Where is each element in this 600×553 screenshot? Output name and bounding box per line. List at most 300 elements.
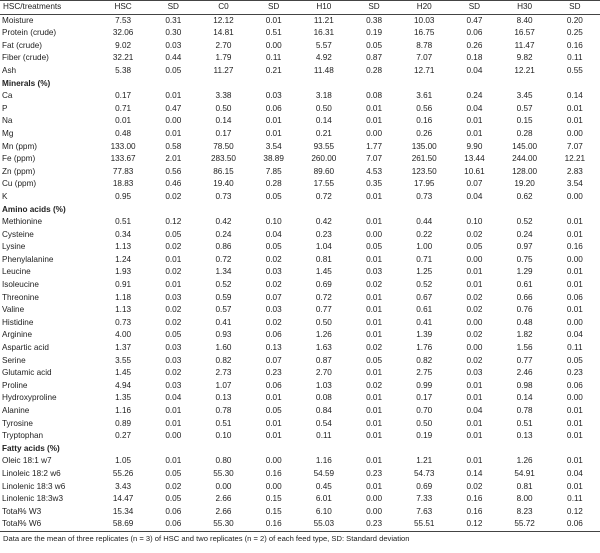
- value-cell: 0.01: [165, 418, 182, 428]
- value-cell: 0.51: [516, 418, 533, 428]
- value-cell: 54.59: [313, 468, 335, 478]
- value-cell: 0.52: [215, 280, 232, 290]
- value-cell: 1.16: [115, 406, 132, 415]
- value-cell: 0.04: [466, 103, 483, 113]
- value-cell: 0.13: [215, 393, 232, 403]
- value-cell: 0.15: [265, 494, 282, 504]
- value-cell: 1.04: [315, 242, 332, 252]
- value-cell: 0.35: [366, 179, 382, 189]
- value-cell: 0.81: [315, 254, 332, 264]
- value-cell: 0.38: [366, 15, 382, 25]
- table-row: [0, 418, 600, 431]
- value-cell: 0.82: [215, 355, 232, 365]
- value-cell: 0.05: [265, 406, 282, 415]
- header-hsc: HSC: [114, 2, 132, 11]
- value-cell: 0.03: [366, 267, 382, 277]
- value-cell: 0.00: [265, 40, 282, 50]
- value-cell: 0.51: [265, 28, 282, 38]
- value-cell: 0.98: [516, 380, 533, 390]
- value-cell: 0.03: [165, 355, 182, 365]
- value-cell: 78.50: [213, 141, 234, 151]
- header-sd: SD: [267, 2, 280, 11]
- value-cell: 17.55: [313, 179, 335, 189]
- value-cell: 7.07: [566, 141, 583, 151]
- value-cell: 0.17: [115, 91, 132, 101]
- table-header: [0, 1, 600, 15]
- value-cell: 16.31: [313, 28, 335, 38]
- row-label: Arginine: [2, 330, 33, 340]
- value-cell: 0.69: [416, 481, 433, 491]
- row-label: Linolenic 18:3w3: [2, 494, 63, 504]
- value-cell: 0.02: [466, 305, 483, 315]
- value-cell: 0.19: [366, 28, 382, 38]
- value-cell: 0.00: [366, 128, 382, 138]
- value-cell: 0.06: [265, 380, 282, 390]
- value-cell: 0.71: [115, 103, 132, 113]
- section-heading: Amino acids (%): [2, 204, 66, 214]
- row-label: Tyrosine: [2, 418, 33, 428]
- value-cell: 19.40: [213, 179, 234, 189]
- value-cell: 0.12: [165, 217, 182, 227]
- row-label: Cu (ppm): [2, 179, 37, 189]
- value-cell: 0.02: [165, 242, 182, 252]
- value-cell: 0.12: [466, 519, 483, 529]
- value-cell: 0.52: [416, 280, 433, 290]
- table-row: [0, 52, 600, 65]
- header-sd: SD: [468, 2, 481, 11]
- value-cell: 89.60: [313, 166, 335, 176]
- row-label: Fat (crude): [2, 40, 43, 50]
- value-cell: 0.73: [416, 191, 433, 201]
- value-cell: 0.23: [265, 368, 282, 378]
- value-cell: 7.85: [265, 166, 282, 176]
- value-cell: 0.21: [315, 128, 332, 138]
- row-label: Threonine: [2, 292, 39, 302]
- value-cell: 0.03: [265, 305, 282, 315]
- value-cell: 0.07: [265, 292, 282, 302]
- value-cell: 0.03: [165, 292, 182, 302]
- value-cell: 0.02: [466, 229, 483, 239]
- header-c0: C0: [218, 2, 229, 11]
- value-cell: 0.16: [466, 506, 483, 516]
- table-row: [0, 304, 600, 317]
- value-cell: 0.01: [366, 292, 382, 302]
- value-cell: 11.27: [213, 65, 234, 75]
- section-heading: Fatty acids (%): [2, 443, 60, 453]
- value-cell: 0.23: [566, 368, 583, 378]
- value-cell: 0.15: [516, 116, 533, 126]
- value-cell: 0.01: [165, 406, 182, 415]
- value-cell: 0.01: [466, 418, 483, 428]
- value-cell: 0.45: [315, 481, 332, 491]
- row-label: Tryptophan: [2, 431, 44, 441]
- table-row: [0, 506, 600, 519]
- value-cell: 0.05: [366, 355, 382, 365]
- row-label: Cysteine: [2, 229, 34, 239]
- value-cell: 0.01: [466, 116, 483, 126]
- row-label: Moisture: [2, 15, 34, 25]
- value-cell: 0.05: [165, 65, 182, 75]
- value-cell: 1.13: [115, 305, 132, 315]
- value-cell: 0.34: [115, 229, 132, 239]
- value-cell: 1.24: [115, 254, 132, 264]
- value-cell: 0.01: [566, 116, 583, 126]
- table-row: [0, 40, 600, 53]
- row-label: Linolenic 18:3 w6: [2, 481, 66, 491]
- value-cell: 6.01: [315, 494, 332, 504]
- value-cell: 19.20: [514, 179, 535, 189]
- value-cell: 0.02: [466, 355, 483, 365]
- table-row: [0, 468, 600, 481]
- value-cell: 1.45: [315, 267, 332, 277]
- value-cell: 0.03: [165, 40, 182, 50]
- value-cell: 11.47: [514, 40, 535, 50]
- value-cell: 0.00: [366, 229, 382, 239]
- value-cell: 0.17: [215, 128, 232, 138]
- value-cell: 6.10: [315, 506, 332, 516]
- value-cell: 0.72: [315, 191, 332, 201]
- table-row: [0, 65, 600, 78]
- value-cell: 0.01: [466, 280, 483, 290]
- value-cell: 12.21: [564, 154, 586, 164]
- value-cell: 0.78: [516, 406, 533, 415]
- value-cell: 0.14: [466, 468, 483, 478]
- value-cell: 0.22: [416, 229, 433, 239]
- value-cell: 1.60: [215, 343, 232, 353]
- value-cell: 0.16: [416, 116, 433, 126]
- value-cell: 123.50: [411, 166, 437, 176]
- value-cell: 0.02: [265, 280, 282, 290]
- value-cell: 11.21: [313, 15, 334, 25]
- value-cell: 8.00: [516, 494, 533, 504]
- value-cell: 1.39: [416, 330, 433, 340]
- value-cell: 1.25: [416, 267, 433, 277]
- value-cell: 0.61: [416, 305, 433, 315]
- value-cell: 0.02: [165, 481, 182, 491]
- row-label: K: [2, 191, 8, 201]
- value-cell: 0.01: [366, 330, 382, 340]
- value-cell: 15.34: [112, 506, 134, 516]
- row-label: Protein (crude): [2, 28, 57, 38]
- value-cell: 283.50: [210, 154, 236, 164]
- value-cell: 0.77: [315, 305, 332, 315]
- table-row: [0, 329, 600, 342]
- table-row: [0, 342, 600, 355]
- header-h20: H20: [416, 2, 432, 11]
- table-row: [0, 430, 600, 443]
- value-cell: 0.04: [566, 468, 583, 478]
- table-row: [0, 90, 600, 103]
- value-cell: 55.30: [213, 468, 234, 478]
- value-cell: 0.05: [566, 355, 583, 365]
- value-cell: 8.78: [416, 40, 433, 50]
- value-cell: 0.00: [215, 481, 232, 491]
- header-sd: SD: [167, 2, 179, 11]
- value-cell: 9.02: [115, 40, 132, 50]
- value-cell: 86.15: [213, 166, 234, 176]
- value-cell: 3.38: [215, 91, 232, 101]
- value-cell: 0.00: [466, 343, 483, 353]
- value-cell: 0.80: [215, 456, 232, 466]
- value-cell: 32.21: [112, 53, 134, 63]
- value-cell: 55.51: [413, 519, 435, 529]
- value-cell: 0.00: [566, 393, 583, 403]
- value-cell: 5.38: [115, 65, 132, 75]
- value-cell: 0.14: [566, 91, 583, 101]
- row-label: P: [2, 103, 8, 113]
- header-sd: SD: [368, 2, 380, 11]
- value-cell: 0.73: [215, 191, 232, 201]
- table-row: [0, 292, 600, 305]
- value-cell: 5.57: [315, 40, 332, 50]
- value-cell: 8.23: [516, 506, 533, 516]
- value-cell: 0.10: [265, 217, 282, 227]
- value-cell: 14.47: [112, 494, 134, 504]
- value-cell: 0.01: [466, 380, 483, 390]
- value-cell: 0.51: [215, 418, 232, 428]
- value-cell: 0.04: [566, 330, 583, 340]
- value-cell: 0.06: [265, 103, 282, 113]
- value-cell: 4.94: [115, 380, 132, 390]
- row-label: Methionine: [2, 217, 43, 227]
- row-label: Na: [2, 116, 13, 126]
- value-cell: 12.12: [213, 15, 234, 25]
- value-cell: 0.01: [366, 116, 382, 126]
- value-cell: 0.06: [566, 519, 583, 529]
- value-cell: 0.14: [516, 393, 533, 403]
- value-cell: 77.83: [112, 166, 134, 176]
- table-row: [0, 178, 600, 191]
- row-label: Oleic 18:1 w7: [2, 456, 52, 466]
- value-cell: 0.50: [416, 418, 433, 428]
- value-cell: 13.44: [464, 154, 485, 164]
- row-label: Phenylalanine: [2, 254, 54, 264]
- row-label: Lysine: [2, 242, 26, 252]
- row-label: Proline: [2, 380, 28, 390]
- value-cell: 0.72: [315, 292, 332, 302]
- value-cell: 0.41: [215, 317, 232, 327]
- table-row: [0, 355, 600, 368]
- value-cell: 0.30: [165, 28, 182, 38]
- value-cell: 0.61: [516, 280, 533, 290]
- value-cell: 133.67: [110, 154, 136, 164]
- value-cell: 32.06: [112, 28, 134, 38]
- value-cell: 0.93: [215, 330, 232, 340]
- row-label: Aspartic acid: [2, 343, 49, 353]
- value-cell: 0.56: [416, 103, 433, 113]
- table-row: [0, 392, 600, 405]
- value-cell: 0.00: [566, 128, 583, 138]
- value-cell: 9.90: [466, 141, 483, 151]
- value-cell: 10.03: [413, 15, 435, 25]
- value-cell: 0.06: [566, 292, 583, 302]
- value-cell: 0.01: [566, 305, 583, 315]
- header-row: [0, 1, 600, 15]
- table-row: [0, 141, 600, 154]
- value-cell: 9.82: [516, 53, 533, 63]
- value-cell: 0.05: [165, 494, 182, 504]
- value-cell: 0.04: [466, 406, 483, 415]
- row-label: Alanine: [2, 406, 30, 415]
- value-cell: 0.57: [215, 305, 232, 315]
- value-cell: 0.00: [265, 456, 282, 466]
- value-cell: 12.71: [413, 65, 435, 75]
- value-cell: 0.69: [315, 280, 332, 290]
- value-cell: 0.20: [566, 15, 583, 25]
- section-heading: Minerals (%): [2, 78, 51, 88]
- value-cell: 0.01: [566, 418, 583, 428]
- value-cell: 0.54: [315, 418, 332, 428]
- value-cell: 0.19: [416, 431, 433, 441]
- table-row: [0, 518, 600, 531]
- value-cell: 261.50: [411, 154, 437, 164]
- value-cell: 0.10: [466, 217, 483, 227]
- section-row: [0, 204, 600, 217]
- value-cell: 7.33: [416, 494, 433, 504]
- value-cell: 0.01: [466, 456, 483, 466]
- value-cell: 0.02: [265, 317, 282, 327]
- value-cell: 0.50: [215, 103, 232, 113]
- value-cell: 0.01: [466, 267, 483, 277]
- table-row: [0, 380, 600, 393]
- value-cell: 3.45: [516, 91, 533, 101]
- table-row: [0, 115, 600, 128]
- value-cell: 0.01: [366, 368, 382, 378]
- value-cell: 0.01: [366, 305, 382, 315]
- value-cell: 0.01: [366, 191, 382, 201]
- value-cell: 7.07: [416, 53, 433, 63]
- value-cell: 0.01: [366, 254, 382, 264]
- value-cell: 0.03: [165, 343, 182, 353]
- value-cell: 0.01: [366, 418, 382, 428]
- value-cell: 0.01: [265, 393, 282, 403]
- value-cell: 0.13: [265, 343, 282, 353]
- value-cell: 1.26: [315, 330, 332, 340]
- table-row: [0, 14, 600, 27]
- value-cell: 0.06: [466, 28, 483, 38]
- row-label: Leucine: [2, 267, 31, 277]
- value-cell: 3.54: [566, 179, 583, 189]
- value-cell: 0.01: [265, 128, 282, 138]
- value-cell: 0.41: [416, 317, 433, 327]
- value-cell: 4.92: [315, 53, 332, 63]
- table-row: [0, 103, 600, 116]
- value-cell: 0.17: [416, 393, 433, 403]
- value-cell: 1.13: [115, 242, 132, 252]
- value-cell: 2.70: [215, 40, 232, 50]
- value-cell: 145.00: [512, 141, 538, 151]
- table-row: [0, 166, 600, 179]
- value-cell: 7.53: [115, 15, 132, 25]
- row-label: Mg: [2, 128, 14, 138]
- value-cell: 0.06: [265, 330, 282, 340]
- table-row: [0, 455, 600, 468]
- value-cell: 0.25: [566, 28, 583, 38]
- value-cell: 0.18: [466, 53, 483, 63]
- table-row: [0, 317, 600, 330]
- value-cell: 0.70: [416, 406, 433, 415]
- value-cell: 0.01: [466, 393, 483, 403]
- value-cell: 3.55: [115, 355, 132, 365]
- value-cell: 0.81: [516, 481, 533, 491]
- value-cell: 1.93: [115, 267, 132, 277]
- value-cell: 0.00: [265, 481, 282, 491]
- value-cell: 0.02: [466, 330, 483, 340]
- value-cell: 0.97: [516, 242, 533, 252]
- value-cell: 0.23: [366, 519, 382, 529]
- table-row: [0, 216, 600, 229]
- table-row: [0, 481, 600, 494]
- value-cell: 2.66: [215, 494, 232, 504]
- value-cell: 0.57: [516, 103, 533, 113]
- value-cell: 0.99: [416, 380, 433, 390]
- value-cell: 1.03: [315, 380, 332, 390]
- value-cell: 0.01: [466, 128, 483, 138]
- value-cell: 0.01: [366, 456, 382, 466]
- value-cell: 0.73: [115, 317, 132, 327]
- value-cell: 2.83: [566, 166, 583, 176]
- value-cell: 0.01: [265, 431, 282, 441]
- value-cell: 4.53: [366, 166, 382, 176]
- value-cell: 0.05: [265, 191, 282, 201]
- value-cell: 1.00: [416, 242, 433, 252]
- value-cell: 0.01: [165, 280, 182, 290]
- value-cell: 0.06: [165, 519, 182, 529]
- value-cell: 12.21: [514, 65, 535, 75]
- value-cell: 0.12: [566, 506, 583, 516]
- value-cell: 0.42: [215, 217, 232, 227]
- value-cell: 0.59: [215, 292, 232, 302]
- value-cell: 0.01: [366, 103, 382, 113]
- value-cell: 0.01: [165, 91, 182, 101]
- value-cell: 0.02: [165, 305, 182, 315]
- value-cell: 0.23: [315, 229, 332, 239]
- value-cell: 0.16: [566, 242, 583, 252]
- value-cell: 1.56: [516, 343, 533, 353]
- table-row: [0, 266, 600, 279]
- row-label: Ca: [2, 91, 13, 101]
- value-cell: 0.02: [165, 368, 182, 378]
- value-cell: 1.21: [416, 456, 433, 466]
- value-cell: 0.86: [215, 242, 232, 252]
- value-cell: 0.77: [516, 355, 533, 365]
- row-label: Isoleucine: [2, 280, 39, 290]
- value-cell: 0.52: [516, 217, 533, 227]
- header-h30: H30: [517, 2, 533, 11]
- value-cell: 0.47: [466, 15, 483, 25]
- table-row: [0, 128, 600, 141]
- value-cell: 0.78: [215, 406, 232, 415]
- value-cell: 0.05: [366, 242, 382, 252]
- value-cell: 1.82: [516, 330, 533, 340]
- value-cell: 0.01: [366, 393, 382, 403]
- value-cell: 0.42: [315, 217, 332, 227]
- value-cell: 3.54: [265, 141, 282, 151]
- value-cell: 244.00: [512, 154, 538, 164]
- value-cell: 0.03: [265, 267, 282, 277]
- row-label: Hydroxyproline: [2, 393, 57, 403]
- value-cell: 0.00: [366, 506, 382, 516]
- value-cell: 0.00: [466, 317, 483, 327]
- value-cell: 18.83: [112, 179, 134, 189]
- table-row: [0, 493, 600, 506]
- value-cell: 0.15: [265, 506, 282, 516]
- value-cell: 1.18: [115, 292, 132, 302]
- value-cell: 0.01: [366, 431, 382, 441]
- value-cell: 0.26: [416, 128, 433, 138]
- value-cell: 0.00: [566, 191, 583, 201]
- value-cell: 93.55: [313, 141, 335, 151]
